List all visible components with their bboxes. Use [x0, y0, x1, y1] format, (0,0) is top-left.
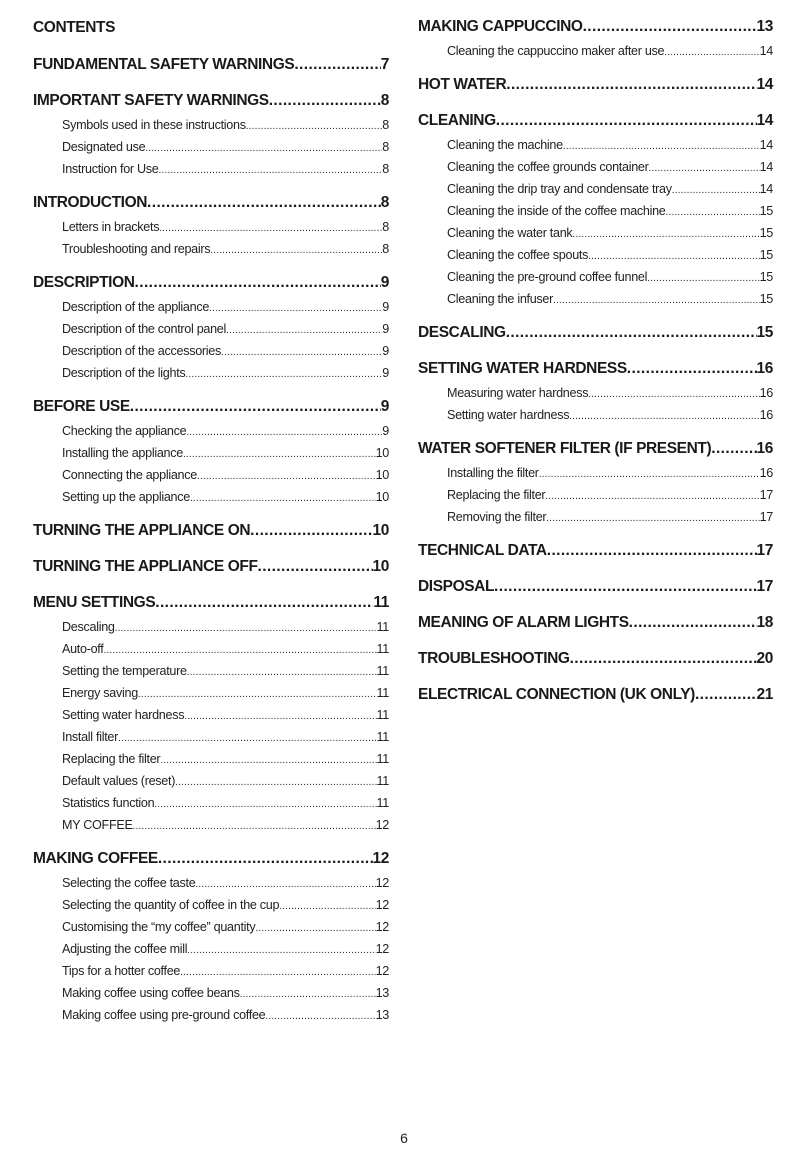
page-ref: 14 [759, 182, 773, 196]
toc-subentry[interactable] [33, 1004, 389, 1026]
page-ref: 10 [375, 446, 389, 460]
toc-subentry[interactable] [418, 222, 773, 244]
entry-label: Cleaning the infuser [447, 292, 554, 306]
dot-leader [279, 896, 375, 918]
toc-subentry[interactable] [33, 420, 389, 442]
toc-subentry[interactable] [418, 266, 773, 288]
entry-label: Making coffee using pre-ground coffee [62, 1008, 266, 1022]
entry-label: Setting up the appliance [62, 490, 190, 504]
toc-section-hot-water[interactable] [418, 72, 773, 98]
dot-leader [186, 422, 382, 444]
entry-label: Adjusting the coffee mill [62, 942, 188, 956]
dot-leader [221, 342, 382, 364]
page-ref: 11 [376, 620, 389, 634]
toc-section-water-softener-filter-if-present[interactable] [418, 436, 773, 462]
toc-subentry[interactable] [33, 960, 389, 982]
toc-subentry[interactable] [33, 318, 389, 340]
toc-subentry[interactable] [33, 982, 389, 1004]
toc-subentry[interactable] [418, 382, 773, 404]
page-ref: 12 [375, 964, 389, 978]
entry-label: Default values (reset) [62, 774, 176, 788]
page-ref: 16 [756, 440, 773, 457]
toc-subentry[interactable] [33, 704, 389, 726]
entry-label: Letters in brackets [62, 220, 160, 234]
toc-right-column [418, 14, 773, 708]
dot-leader [569, 406, 759, 428]
page-ref: 10 [372, 522, 389, 539]
entry-label: Connecting the appliance [62, 468, 197, 482]
page-number: 6 [400, 1130, 408, 1146]
dot-leader [159, 218, 382, 240]
page-ref: 9 [382, 366, 389, 380]
dot-leader [118, 728, 377, 750]
page-ref: 11 [376, 686, 389, 700]
entry-label: Cleaning the coffee spouts [447, 248, 589, 262]
dot-leader [185, 364, 382, 386]
dot-leader [246, 116, 383, 138]
dot-leader [226, 320, 382, 342]
toc-section-making-coffee[interactable] [33, 846, 389, 872]
section-title: DESCALING [418, 324, 506, 341]
page-ref: 7 [380, 56, 389, 73]
page-ref: 9 [380, 398, 389, 415]
dot-leader [545, 486, 759, 508]
page-ref: 8 [380, 194, 389, 211]
dot-leader [159, 160, 383, 182]
toc-subentry[interactable] [33, 114, 389, 136]
dot-leader [570, 646, 757, 672]
dot-leader [155, 590, 373, 616]
page-ref: 13 [375, 986, 389, 1000]
dot-leader [187, 940, 375, 962]
entry-label: Selecting the coffee taste [62, 876, 196, 890]
toc-subentry[interactable] [33, 792, 389, 814]
dot-leader [250, 518, 372, 544]
entry-label: Installing the appliance [62, 446, 183, 460]
dot-leader [588, 384, 759, 406]
dot-leader [647, 268, 759, 290]
dot-leader [160, 750, 376, 772]
dot-leader [629, 610, 757, 636]
toc-subentry[interactable] [33, 660, 389, 682]
dot-leader [572, 224, 759, 246]
section-title: FUNDAMENTAL SAFETY WARNINGS [33, 56, 295, 73]
page-ref: 9 [382, 424, 389, 438]
entry-label: Setting the temperature [62, 664, 187, 678]
dot-leader [627, 356, 757, 382]
entry-label: Checking the appliance [62, 424, 187, 438]
dot-leader [103, 640, 376, 662]
toc-section-fundamental-safety-warnings[interactable] [33, 52, 389, 78]
entry-label: Energy saving [62, 686, 138, 700]
toc-subentry[interactable] [33, 638, 389, 660]
dot-leader [695, 682, 757, 708]
page-ref: 15 [759, 270, 773, 284]
dot-leader [547, 538, 757, 564]
page-ref: 17 [756, 542, 773, 559]
toc-section-descaling[interactable] [418, 320, 773, 346]
toc-subentry[interactable] [418, 404, 773, 426]
toc-section-cleaning[interactable] [418, 108, 773, 134]
page-ref: 14 [759, 138, 773, 152]
toc-subentry[interactable] [33, 894, 389, 916]
page-ref: 16 [759, 408, 773, 422]
entry-label: Cleaning the machine [447, 138, 563, 152]
entry-label: Installing the filter [447, 466, 539, 480]
dot-leader [265, 1006, 375, 1028]
dot-leader [115, 618, 377, 640]
toc-section-electrical-connection-uk-only[interactable] [418, 682, 773, 708]
toc-subentry[interactable] [33, 486, 389, 508]
page-ref: 12 [375, 818, 389, 832]
section-title: MEANING OF ALARM LIGHTS [418, 614, 629, 631]
dot-leader [583, 14, 757, 40]
page-ref: 9 [380, 274, 389, 291]
entry-label: Customising the “my coffee” quantity [62, 920, 256, 934]
dot-leader [183, 444, 376, 466]
toc-subentry[interactable] [418, 178, 773, 200]
page-ref: 16 [759, 386, 773, 400]
entry-label: Cleaning the drip tray and condensate tray [447, 182, 672, 196]
contents-heading: CONTENTS [33, 19, 116, 36]
dot-leader [158, 846, 373, 872]
entry-label: Tips for a hotter coffee [62, 964, 181, 978]
page-ref: 12 [375, 898, 389, 912]
section-title: IMPORTANT SAFETY WARNINGS [33, 92, 269, 109]
toc-subentry[interactable] [33, 814, 389, 836]
toc-subentry[interactable] [33, 362, 389, 384]
page-ref: 14 [756, 112, 773, 129]
section-title: MAKING CAPPUCCINO [418, 18, 583, 35]
section-title: BEFORE USE [33, 398, 130, 415]
entry-label: Statistics function [62, 796, 155, 810]
dot-leader [666, 202, 760, 224]
dot-leader [588, 246, 759, 268]
section-title: DESCRIPTION [33, 274, 135, 291]
page-ref: 10 [372, 558, 389, 575]
page-ref: 9 [382, 300, 389, 314]
page-ref: 11 [376, 642, 389, 656]
dot-leader [147, 190, 381, 216]
toc-subentry[interactable] [33, 682, 389, 704]
toc-subentry[interactable] [33, 442, 389, 464]
toc-subentry[interactable] [418, 462, 773, 484]
dot-leader [130, 394, 381, 420]
entry-label: Setting water hardness [447, 408, 570, 422]
toc-section-disposal[interactable] [418, 574, 773, 600]
entry-label: Description of the accessories [62, 344, 221, 358]
dot-leader [269, 88, 381, 114]
page-ref: 15 [759, 204, 773, 218]
toc-section-technical-data[interactable] [418, 538, 773, 564]
page-ref: 15 [759, 248, 773, 262]
dot-leader [195, 874, 375, 896]
toc-subentry[interactable] [418, 156, 773, 178]
toc-section-menu-settings[interactable] [33, 590, 389, 616]
dot-leader [240, 984, 376, 1006]
page-ref: 14 [756, 76, 773, 93]
toc-section-setting-water-hardness[interactable] [418, 356, 773, 382]
section-title: TURNING THE APPLIANCE OFF [33, 558, 258, 575]
dot-leader [180, 962, 375, 984]
toc-subentry[interactable] [418, 288, 773, 310]
entry-label: Making coffee using coffee beans [62, 986, 240, 1000]
section-title: MAKING COFFEE [33, 850, 158, 867]
toc-subentry[interactable] [33, 136, 389, 158]
page-ref: 11 [376, 730, 389, 744]
toc-subentry[interactable] [418, 244, 773, 266]
page-ref: 14 [759, 160, 773, 174]
section-title: INTRODUCTION [33, 194, 148, 211]
dot-leader [672, 180, 760, 202]
dot-leader [133, 816, 376, 838]
entry-label: MY COFFEE [62, 818, 133, 832]
toc-subentry[interactable] [418, 40, 773, 62]
section-title: TECHNICAL DATA [418, 542, 547, 559]
toc-subentry[interactable] [33, 916, 389, 938]
entry-label: Instruction for Use [62, 162, 159, 176]
entry-label: Cleaning the pre-ground coffee funnel [447, 270, 648, 284]
section-title: HOT WATER [418, 76, 507, 93]
toc-subentry[interactable] [418, 484, 773, 506]
section-title: MENU SETTINGS [33, 594, 156, 611]
page-ref: 8 [382, 162, 389, 176]
entry-label: Replacing the filter [62, 752, 161, 766]
toc-section-turning-the-appliance-off[interactable] [33, 554, 389, 580]
entry-label: Descaling [62, 620, 115, 634]
page-ref: 13 [375, 1008, 389, 1022]
dot-leader [539, 464, 760, 486]
page-ref: 17 [759, 488, 773, 502]
toc-subentry[interactable] [33, 340, 389, 362]
entry-label: Replacing the filter [447, 488, 546, 502]
dot-leader [506, 320, 757, 346]
dot-leader [494, 574, 757, 600]
page-ref: 12 [372, 850, 389, 867]
page-ref: 8 [382, 118, 389, 132]
toc-section-turning-the-appliance-on[interactable] [33, 518, 389, 544]
toc-section-important-safety-warnings[interactable] [33, 88, 389, 114]
page-ref: 18 [756, 614, 773, 631]
dot-leader [190, 488, 376, 510]
toc-subentry[interactable] [33, 748, 389, 770]
section-title: SETTING WATER HARDNESS [418, 360, 627, 377]
dot-leader [258, 554, 373, 580]
dot-leader [664, 42, 759, 64]
dot-leader [209, 298, 382, 320]
dot-leader [553, 290, 760, 312]
entry-label: Description of the control panel [62, 322, 227, 336]
section-title: WATER SOFTENER FILTER (IF PRESENT) [418, 440, 712, 457]
page-ref: 8 [382, 242, 389, 256]
entry-label: Cleaning the inside of the coffee machine [447, 204, 666, 218]
entry-label: Troubleshooting and repairs [62, 242, 211, 256]
page-ref: 10 [375, 468, 389, 482]
page-ref: 15 [756, 324, 773, 341]
page-ref: 10 [375, 490, 389, 504]
page-ref: 15 [759, 226, 773, 240]
toc-section-making-cappuccino[interactable] [418, 14, 773, 40]
toc-subentry[interactable] [33, 296, 389, 318]
section-title: DISPOSAL [418, 578, 495, 595]
toc-subentry[interactable] [33, 938, 389, 960]
toc-subentry[interactable] [418, 134, 773, 156]
dot-leader [184, 706, 376, 728]
dot-leader [210, 240, 382, 262]
entry-label: Auto-off [62, 642, 104, 656]
page-ref: 16 [756, 360, 773, 377]
section-title: TURNING THE APPLIANCE ON [33, 522, 251, 539]
dot-leader [135, 270, 381, 296]
toc-section-meaning-of-alarm-lights[interactable] [418, 610, 773, 636]
page-ref: 12 [375, 876, 389, 890]
toc-subentry[interactable] [33, 158, 389, 180]
page-ref: 16 [759, 466, 773, 480]
entry-label: Symbols used in these instructions [62, 118, 246, 132]
dot-leader [255, 918, 375, 940]
dot-leader [649, 158, 760, 180]
page-ref: 21 [756, 686, 773, 703]
dot-leader [506, 72, 756, 98]
entry-label: Selecting the quantity of coffee in the cup [62, 898, 280, 912]
page-ref: 9 [382, 322, 389, 336]
dot-leader [711, 436, 756, 462]
dot-leader [154, 794, 376, 816]
toc-subentry[interactable] [33, 872, 389, 894]
page-ref: 17 [759, 510, 773, 524]
dot-leader [546, 508, 759, 530]
entry-label: Designated use [62, 140, 146, 154]
dot-leader [563, 136, 760, 158]
dot-leader [145, 138, 382, 160]
page-ref: 11 [376, 796, 389, 810]
page-ref: 11 [376, 664, 389, 678]
dot-leader [138, 684, 377, 706]
page-ref: 12 [375, 920, 389, 934]
dot-leader [496, 108, 757, 134]
entry-label: Measuring water hardness [447, 386, 589, 400]
dot-leader [175, 772, 376, 794]
entry-label: Setting water hardness [62, 708, 185, 722]
toc-section-before-use[interactable] [33, 394, 389, 420]
page-ref: 8 [380, 92, 389, 109]
entry-label: Cleaning the cappuccino maker after use [447, 44, 665, 58]
entry-label: Cleaning the coffee grounds container [447, 160, 649, 174]
page-ref: 11 [376, 708, 389, 722]
toc-subentry[interactable] [418, 200, 773, 222]
page-ref: 9 [382, 344, 389, 358]
toc-section-description[interactable] [33, 270, 389, 296]
entry-label: Install filter [62, 730, 118, 744]
section-title: ELECTRICAL CONNECTION (UK ONLY) [418, 686, 695, 703]
toc-subentry[interactable] [33, 238, 389, 260]
section-title: CLEANING [418, 112, 496, 129]
page-ref: 14 [759, 44, 773, 58]
toc-section-introduction[interactable] [33, 190, 389, 216]
toc-subentry[interactable] [33, 770, 389, 792]
page-ref: 11 [373, 594, 389, 611]
page-ref: 12 [375, 942, 389, 956]
page-ref: 8 [382, 220, 389, 234]
entry-label: Description of the lights [62, 366, 186, 380]
entry-label: Description of the appliance [62, 300, 210, 314]
page-ref: 20 [756, 650, 773, 667]
toc-left-column [33, 14, 389, 1026]
entry-label: Cleaning the water tank [447, 226, 573, 240]
toc-subentry[interactable] [418, 506, 773, 528]
section-title: TROUBLESHOOTING [418, 650, 570, 667]
page-ref: 15 [759, 292, 773, 306]
page-ref: 17 [756, 578, 773, 595]
toc-subentry[interactable] [33, 726, 389, 748]
page-ref: 8 [382, 140, 389, 154]
toc-subentry[interactable] [33, 616, 389, 638]
toc-subentry[interactable] [33, 216, 389, 238]
page-ref: 11 [376, 752, 389, 766]
entry-label: Removing the filter [447, 510, 547, 524]
page-ref: 13 [756, 18, 773, 35]
page-ref: 11 [376, 774, 389, 788]
toc-subentry[interactable] [33, 464, 389, 486]
dot-leader [187, 662, 377, 684]
toc-section-troubleshooting[interactable] [418, 646, 773, 672]
dot-leader [294, 52, 380, 78]
dot-leader [197, 466, 376, 488]
